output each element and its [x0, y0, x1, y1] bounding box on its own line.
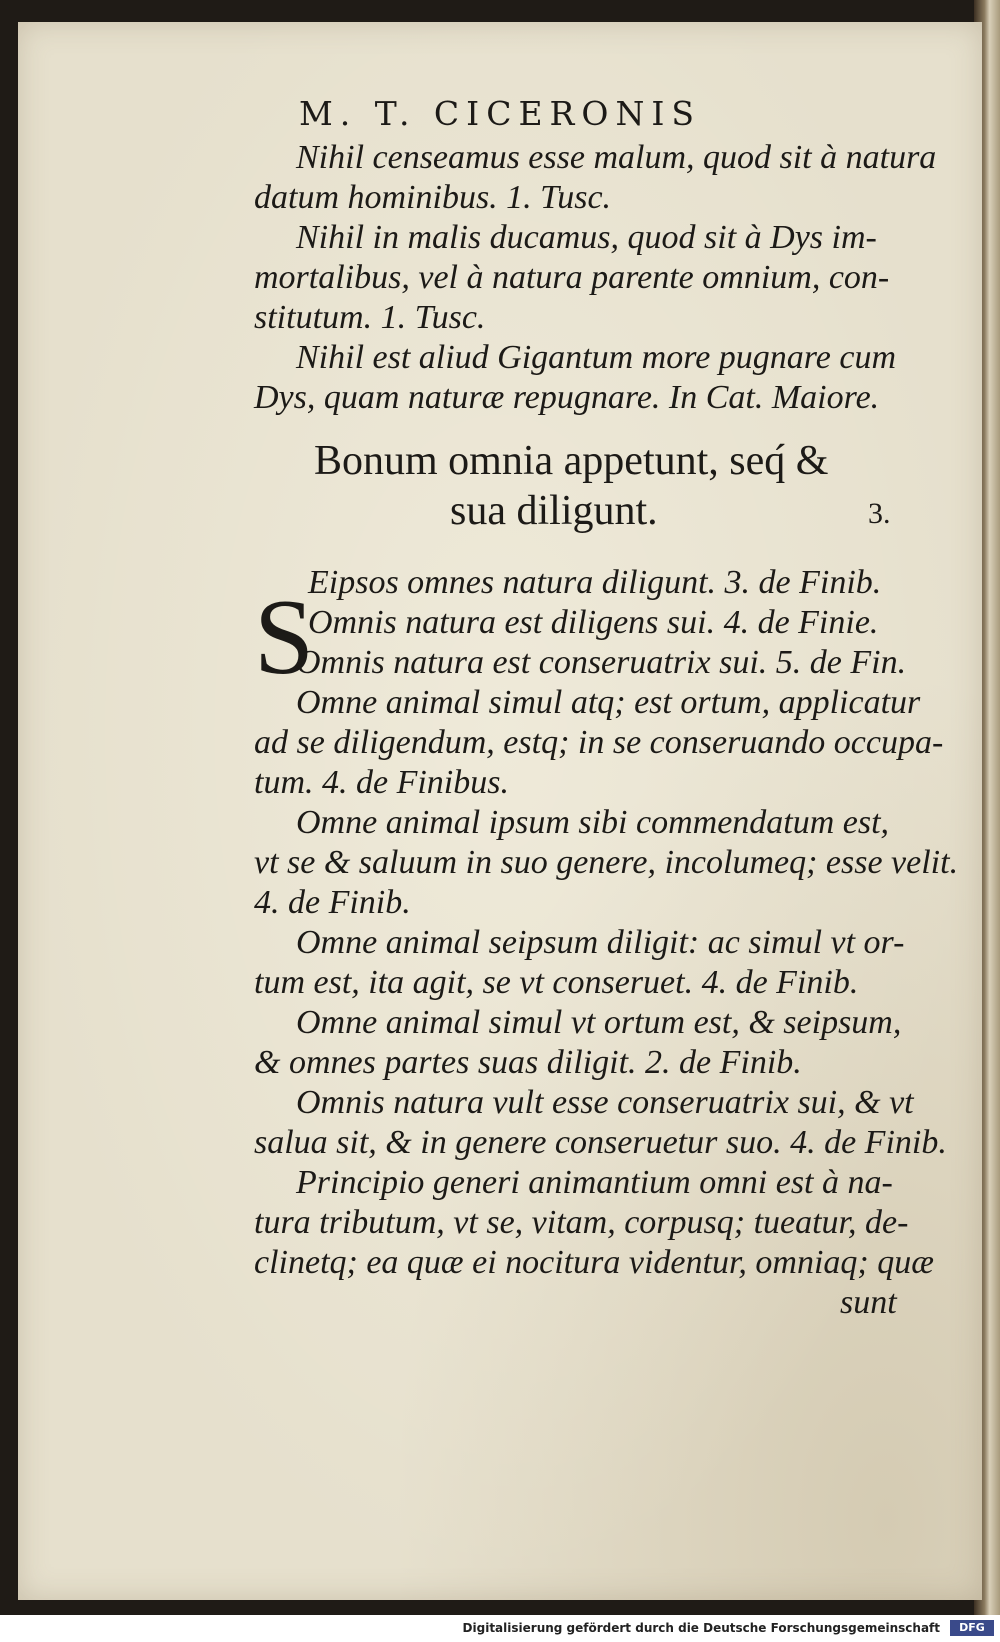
dfg-logo: DFG — [950, 1620, 994, 1636]
quote-line: Omnis natura est conseruatrix sui. 5. de Fin. — [296, 644, 907, 681]
funding-credit: Digitalisierung gefördert durch die Deutsche Forschungsgemeinschaft — [462, 1621, 940, 1635]
quote-line: Omnis natura vult esse conseruatrix sui, & vt — [296, 1084, 914, 1121]
catchword: sunt — [840, 1284, 897, 1321]
quote-line: Omne animal seipsum diligit: ac simul vt or- — [296, 924, 905, 961]
quote-line: stitutum. 1. Tusc. — [254, 299, 486, 336]
quote-line: Omne animal ipsum sibi commendatum est, — [296, 804, 890, 841]
quote-line: Nihil censeamus esse malum, quod sit à natura — [296, 139, 937, 176]
section-title: Bonum omnia appetunt, seq́ & — [314, 438, 829, 484]
quote-line: Nihil in malis ducamus, quod sit à Dys im- — [296, 219, 877, 256]
book-page — [18, 22, 982, 1600]
quote-line: datum hominibus. 1. Tusc. — [254, 179, 612, 216]
quote-line: Omnis natura est diligens sui. 4. de Finie. — [308, 604, 879, 641]
quote-line: Eipsos omnes natura diligunt. 3. de Finib. — [308, 564, 882, 601]
quote-line: tura tributum, vt se, vitam, corpusq; tueatur, de- — [254, 1204, 909, 1241]
drop-cap: S — [254, 578, 315, 697]
quote-line: salua sit, & in genere conseruetur suo. 4. de Finib. — [254, 1124, 947, 1161]
footer-bar — [0, 1615, 1000, 1642]
quote-line: mortalibus, vel à natura parente omnium, con- — [254, 259, 890, 296]
section-title: sua diligunt. — [450, 488, 658, 534]
quote-line: vt se & saluum in suo genere, incolumeq; esse velit. — [254, 844, 959, 881]
quote-line: & omnes partes suas diligit. 2. de Finib. — [254, 1044, 802, 1081]
quote-line: Nihil est aliud Gigantum more pugnare cum — [296, 339, 896, 376]
quote-line: tum est, ita agit, se vt conseruet. 4. de Finib. — [254, 964, 859, 1001]
quote-line: Principio generi animantium omni est à na- — [296, 1164, 893, 1201]
quote-line: tum. 4. de Finibus. — [254, 764, 509, 801]
section-number: 3. — [868, 497, 891, 530]
running-header: M. T. CICERONIS — [299, 94, 701, 133]
quote-line: Omne animal simul atq; est ortum, applicatur — [296, 684, 921, 721]
quote-line: 4. de Finib. — [254, 884, 411, 921]
quote-line: clinetq; ea quæ ei nocitura videntur, omniaq; quæ — [254, 1244, 934, 1281]
quote-line: Dys, quam naturæ repugnare. In Cat. Maiore. — [254, 379, 880, 416]
quote-line: ad se diligendum, estq; in se conseruando occupa- — [254, 724, 944, 761]
quote-line: Omne animal simul vt ortum est, & seipsum, — [296, 1004, 902, 1041]
